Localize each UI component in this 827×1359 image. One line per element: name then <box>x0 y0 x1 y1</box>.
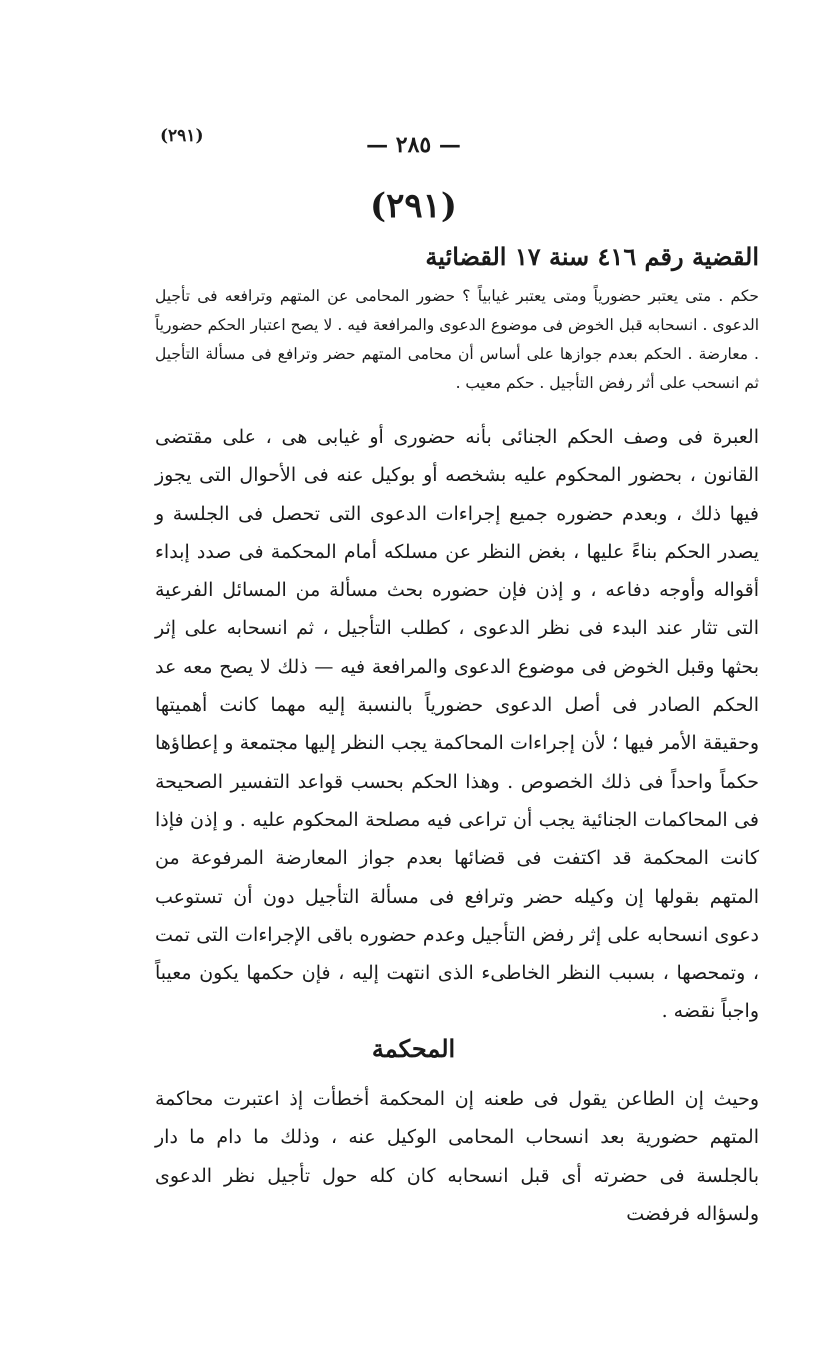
court-section-title: المحكمة <box>371 1034 456 1063</box>
case-heading: القضية رقم ٤١٦ سنة ١٧ القضائية <box>425 242 759 271</box>
legal-principle: العبرة فى وصف الحكم الجنائى بأنه حضورى أو غيابى هى ، على مقتضى القانون ، بحضور المحكوم عليه بشخصه أو بوكيل عنه فى الأحوال التى يجوز فيها ذلك ، وبعدم حضوره جميع إجراءات الدعوى التى تحصل فى الجلسة و يصدر الحكم بناءً عليها ، بغض النظر عن مسلكه أمام المحكمة فى صدد إبداء أقواله وأوجه دفاعه ، و إذن فإن حضوره بحث مسألة من المسائل الفرعية التى تثار عند البدء فى نظر الدعوى ، كطلب التأجيل ، ثم انسحابه على إثر بحثها وقبل الخوض فى موضوع الدعوى والمرافعة فيه — ذلك لا يصح معه عد الحكم الصادر فى أصل الدعوى حضورياً بالنسبة إليه مهما كانت أهميتها وحقيقة الأمر فيها ؛ لأن إجراءات المحاكمة يجب النظر إليها مجتمعة و إعطاؤها حكماً واحداً فى ذلك الخصوص . وهذا الحكم بحسب قواعد التفسير الصحيحة فى المحاكمات الجنائية يجب أن تراعى فيه مصلحة المحكوم عليه . و إذن فإذا كانت المحكمة قد اكتفت فى قضائها بعدم جواز المعارضة المرفوعة من المتهم بقولها إن وكيله حضر وترافع فى مسألة التأجيل دون أن تستوعب دعوى انسحابه على إثر رفض التأجيل وعدم حضوره باقى الإجراءات التى تمت ، وتمحصها ، بسبب النظر الخاطىء الذى انتهت إليه ، فإن حكمها يكون معيباً واجباً نقضه . <box>155 426 759 1023</box>
case-reference: (٢٩١) <box>160 126 204 146</box>
case-summary: حكم . متى يعتبر حضورياً ومتى يعتبر غيابياً ؟ حضور المحامى عن المتهم وترافعه فى تأجيل الدعوى . انسحابه قبل الخوض فى موضوع الدعوى والمرافعة فيه . لا يصح اعتبار الحكم حضورياً . معارضة . الحكم بعدم جوازها على أساس أن محامى المتهم حضر وترافع فى مسألة التأجيل ثم انسحب على أثر رفض التأجيل . حكم معيب . <box>155 287 759 392</box>
page-number: — ٢٨٥ — <box>366 132 461 158</box>
court-reasoning: وحيث إن الطاعن يقول فى طعنه إن المحكمة أخطأت إذ اعتبرت محاكمة المتهم حضورية بعد انسحاب المحامى الوكيل عنه ، وذلك ما دام ما دار بالجلسة فى حضرته أى قبل انسحابه كان كله حول تأجيل نظر الدعوى ولسؤاله فرفضت <box>155 1088 759 1225</box>
case-number: (٢٩١) <box>370 186 457 226</box>
